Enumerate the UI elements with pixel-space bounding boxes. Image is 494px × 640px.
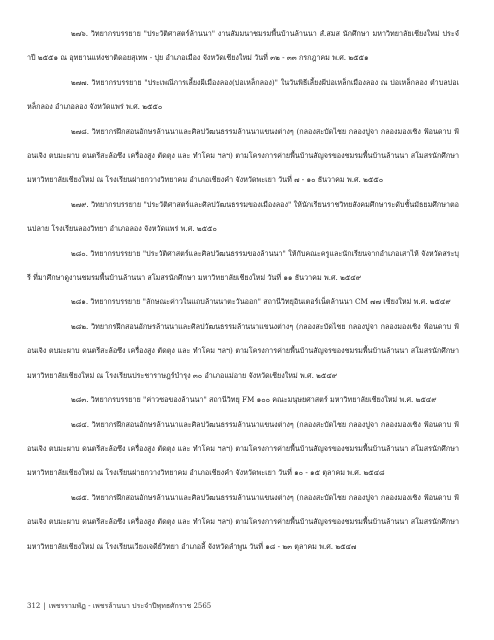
page-number: 312 — [27, 602, 41, 610]
entry-list — [27, 22, 459, 559]
entry-285: ๒๘๕. วิทยากรฝึกสอนอักษรล้านนาและศิลปวัฒนธรรมล้านนาแขนงต่างๆ (กลองสะบัดไชย กลองปูจา กลองมองเซิง ฟ้อนดาบ ฟ้อนเจิง ตบมะผาบ ดนตรีสะล้อซึง เครื่องสูง ตัดตุง และ ทําโคม ฯลฯ) ตามโครงการค่ายพื้นบ้านสัญจรของชมรมพื้นบ้านล้านนา สโมสรนักศึกษา มหาวิทยาลัยเชียงใหม่ ณ โรงเรียนเวียงเจดีย์วิทยา อําเภอลี้ จังหวัดลําพูน วันที่ ๑๘ - ๒๓ ตุลาคม พ.ศ. ๒๕๔๗ — [27, 492, 459, 551]
entry-279: ๒๗๙. วิทยากรบรรยาย "ประวัติศาสตร์และศิลปวัฒนธรรมของเมืองลอง" ให้นักเรียนราชวิทยสังคมศึกษาระดับชั้นมัธยมศึกษาตอนปลาย โรงเรียนลองวิทยา อําเภอลอง จังหวัดแพร่ พ.ศ. ๒๕๕๐ — [27, 199, 459, 234]
entry-281: ๒๘๑. วิทยากรบรรยาย "ลักษณะค่าวในแถบล้านนาตะวันออก" สถานีวิทยุอินเตอร์เน็ตล้านนา CM ๗๗ เชียงใหม่ พ.ศ. ๒๕๔๙ — [71, 297, 451, 307]
footer-title: เพชรรามพัฏ - เพชรล้านนา ประจําปีพุทธศักราช 2565 — [48, 602, 212, 610]
page-footer — [27, 601, 211, 611]
entry-283: ๒๘๓. วิทยากรบรรยาย "ค่าวซอของล้านนา" สถานีวิทยุ FM ๑๐๐ คณะมนุษยศาสตร์ มหาวิทยาลัยเชียงใหม่ พ.ศ. ๒๕๔๙ — [71, 395, 437, 405]
entry-284: ๒๘๔. วิทยากรฝึกสอนอักษรล้านนาและศิลปวัฒนธรรมล้านนาแขนงต่างๆ (กลองสะบัดไชย กลองปูจา กลองมองเซิง ฟ้อนดาบ ฟ้อนเจิง ตบมะผาบ ดนตรีสะล้อซึง เครื่องสูง ตัดตุง และ ทําโคม ฯลฯ) ตามโครงการค่ายพื้นบ้านสัญจรของชมรมพื้นบ้านล้านนา สโมสรนักศึกษา มหาวิทยาลัยเชียงใหม่ ณ โรงเรียนฝายกวางวิทยาคม อําเภอเชียงคํา จังหวัดพะเยา วันที่ ๑๐ - ๑๕ ตุลาคม พ.ศ. ๒๕๔๘ — [27, 419, 459, 478]
entry-276: ๒๗๖. วิทยากรบรรยาย "ประวัติศาสตร์ล้านนา" งานสัมมนาชมรมพื้นบ้านล้านนา สํ.สมส นักศึกษา มหาวิทยาลัยเชียงใหม่ ประจําปี ๒๕๕๑ ณ อุทยานแห่งชาติดอยสุเทพ - ปุย อําเภอเมือง จังหวัดเชียงใหม่ วันที่ ๓๒ - ๓๓ กรกฎาคม พ.ศ. ๒๕๕๑ — [27, 29, 459, 63]
entry-278: ๒๗๘. วิทยากรฝึกสอนอักษรล้านนาและศิลปวัฒนธรรมล้านนาแขนงต่างๆ (กลองสะบัดไชย กลองปูจา กลองมองเซิง ฟ้อนดาบ ฟ้อนเจิง ตบมะผาบ ดนตรีสะล้อซึง เครื่องสูง ตัดตุง และ ทําโคม ฯลฯ) ตามโครงการค่ายพื้นบ้านสัญจรของชมรมพื้นบ้านล้านนา สโมสรนักศึกษา มหาวิทยาลัยเชียงใหม่ ณ โรงเรียนฝายกวางวิทยาคม อําเภอเชียงคํา จังหวัดพะเยา วันที่ ๗ - ๑๐ ธันวาคม พ.ศ. ๒๕๕๐ — [27, 126, 459, 185]
entry-277: ๒๗๗. วิทยากรบรรยาย "ประเพณีการเลี้ยงผีเมืองลอง(บ่อเหล็กลอง)" ในวันพิธีเลี้ยงผีบ่อเหล็กเมืองลอง ณ บ่อเหล็กลอง ตําบลบ่อเหล็กลอง อําเภอลอง จังหวัดแพร่ พ.ศ. ๒๕๕๐ — [27, 77, 459, 112]
entry-282: ๒๘๒. วิทยากรฝึกสอนอักษรล้านนาและศิลปวัฒนธรรมล้านนาแขนงต่างๆ (กลองสะบัดไชย กลองปูจา กลองมองเซิง ฟ้อนดาบ ฟ้อนเจิง ตบมะผาบ ดนตรีสะล้อซึง เครื่องสูง ตัดตุง และ ทําโคม ฯลฯ) ตามโครงการค่ายพื้นบ้านสัญจรของชมรมพื้นบ้านล้านนา สโมสรนักศึกษา มหาวิทยาลัยเชียงใหม่ ณ โรงเรียนประชาราษฎร์บํารุง ๓๐ อําเภอแม่อาย จังหวัดเชียงใหม่ พ.ศ. ๒๕๔๙ — [27, 321, 459, 380]
footer-separator: | — [43, 602, 46, 610]
entry-280: ๒๘๐. วิทยากรบรรยาย "ประวัติศาสตร์และศิลปวัฒนธรรมของล้านนา" ให้กับคณะครูและนักเรียนจากอําเภอเสาไห้ จังหวัดสระบุรี ที่มาศึกษาดูงานชมรมพื้นบ้านล้านนา สโมสรนักศึกษา มหาวิทยาลัยเชียงใหม่ วันที่ ๑๑ ธันวาคม พ.ศ. ๒๕๔๙ — [27, 248, 459, 283]
